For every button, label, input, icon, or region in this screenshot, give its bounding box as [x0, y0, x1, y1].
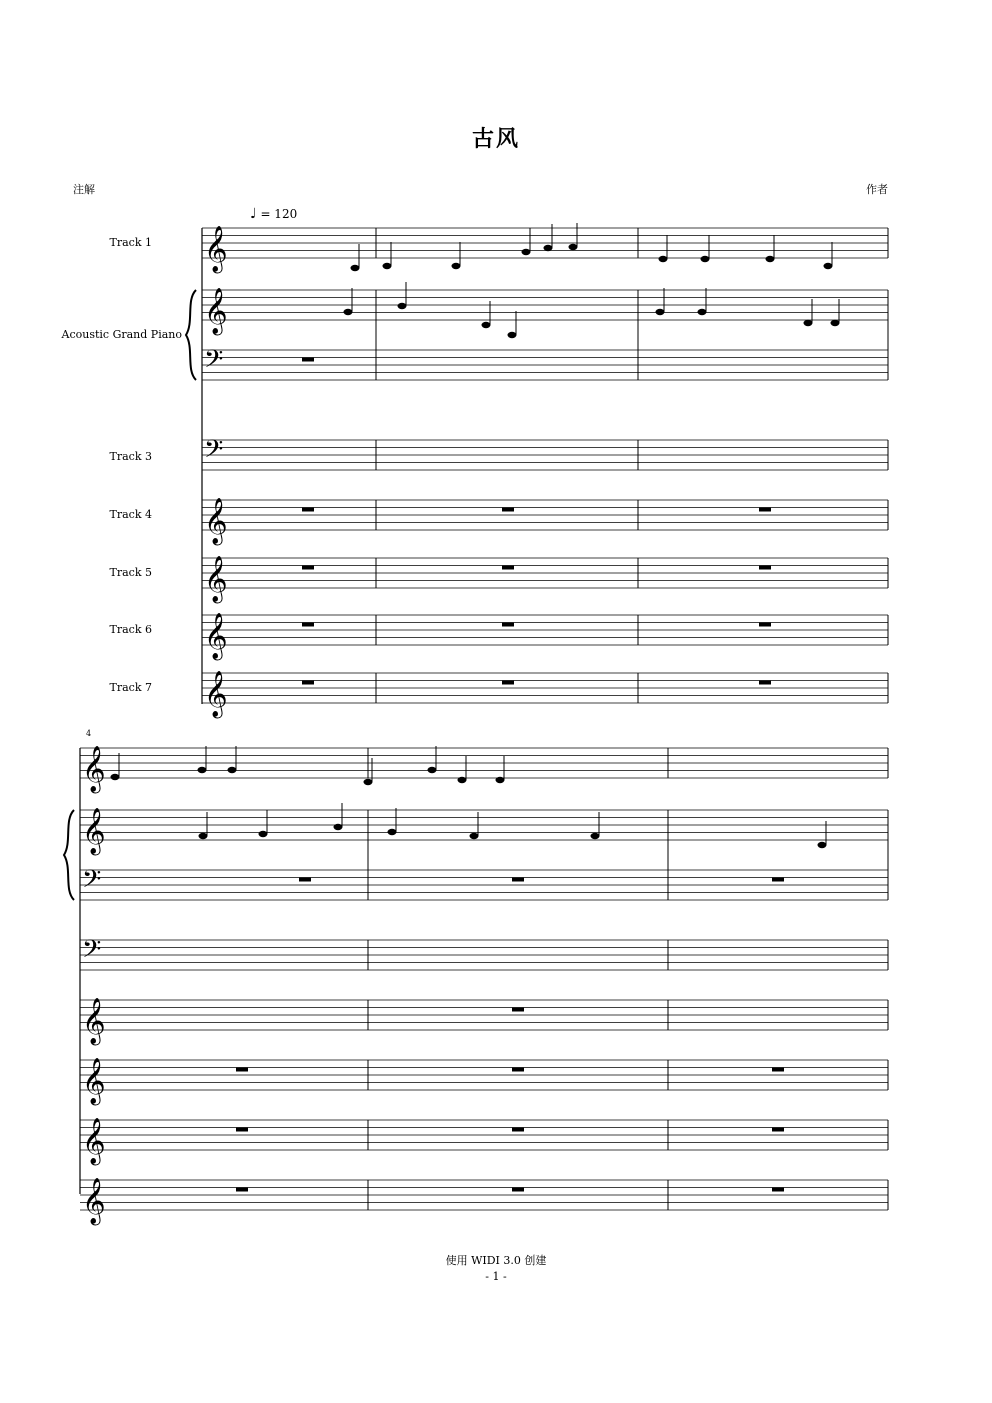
time-signature-beats: 4 [227, 500, 238, 518]
whole-rest-icon [302, 681, 314, 685]
whole-rest-icon [512, 1068, 524, 1072]
whole-rest-icon [512, 878, 524, 882]
track-label-7: Track 7 [109, 681, 152, 694]
time-signature-beat-type: 4 [227, 243, 238, 261]
staff-3 [202, 345, 888, 383]
note-head [344, 309, 353, 315]
time-signature-beats: 4 [227, 440, 238, 458]
whole-rest-icon [759, 623, 771, 627]
treble-clef-icon: 𝄞 [204, 556, 228, 602]
whole-rest-icon [502, 566, 514, 570]
staff-2 [80, 808, 888, 856]
note-head [591, 833, 600, 839]
whole-rest-icon [759, 681, 771, 685]
note-head [228, 767, 237, 773]
note-head [388, 829, 397, 835]
note-head [482, 322, 491, 328]
whole-rest-icon [302, 358, 314, 362]
note-head [701, 256, 710, 262]
note-head [831, 320, 840, 326]
note-head [458, 777, 467, 783]
note-head [351, 265, 360, 271]
note-head [766, 256, 775, 262]
note-head [804, 320, 813, 326]
track-label-6: Track 6 [109, 623, 152, 636]
whole-rest-icon [302, 566, 314, 570]
treble-clef-icon: 𝄞 [82, 1118, 106, 1164]
track-label-1: Track 1 [109, 236, 152, 249]
staff-5 [80, 998, 888, 1046]
whole-rest-icon [512, 1128, 524, 1132]
track-label-5: Track 5 [109, 566, 152, 579]
page-number: - 1 - [485, 1270, 507, 1283]
whole-rest-icon [236, 1188, 248, 1192]
bass-clef-icon: 𝄢 [82, 935, 102, 970]
track-label-3: Track 3 [109, 450, 152, 463]
whole-rest-icon [302, 508, 314, 512]
time-signature-beat-type: 4 [227, 305, 238, 323]
staff-8 [80, 1178, 888, 1226]
system-2 [64, 746, 888, 1226]
whole-rest-icon [772, 878, 784, 882]
whole-rest-icon [236, 1068, 248, 1072]
staff-2 [202, 288, 888, 336]
whole-rest-icon [502, 623, 514, 627]
note-head [398, 303, 407, 309]
note-head [383, 263, 392, 269]
staff-3 [80, 865, 888, 900]
page-title: 古风 [471, 126, 520, 152]
time-signature-beats: 4 [227, 673, 238, 691]
staff-8 [202, 671, 888, 719]
composer-label: 作者 [866, 183, 888, 196]
measure-number: 4 [86, 729, 92, 738]
staff-6 [202, 556, 888, 604]
bass-clef-icon: 𝄢 [204, 435, 224, 470]
treble-clef-icon: 𝄞 [82, 998, 106, 1044]
note-head [656, 309, 665, 315]
note-head [522, 249, 531, 255]
tempo-value: = 120 [260, 207, 298, 221]
staff-5 [202, 498, 888, 546]
time-signature-beat-type: 4 [227, 515, 238, 533]
notes-label: 注解 [73, 183, 95, 196]
treble-clef-icon: 𝄞 [82, 1058, 106, 1104]
whole-rest-icon [299, 878, 311, 882]
bass-clef-icon: 𝄢 [204, 345, 224, 380]
time-signature-beats: 4 [227, 615, 238, 633]
note-head [470, 833, 479, 839]
time-signature-beats: 4 [227, 558, 238, 576]
note-head [259, 831, 268, 837]
note-head [544, 245, 553, 251]
whole-rest-icon [502, 508, 514, 512]
treble-clef-icon: 𝄞 [82, 1178, 106, 1224]
whole-rest-icon [302, 623, 314, 627]
note-head [824, 263, 833, 269]
whole-rest-icon [512, 1188, 524, 1192]
note-head [428, 767, 437, 773]
note-head [452, 263, 461, 269]
note-head [198, 767, 207, 773]
system-1 [186, 226, 888, 719]
time-signature-beat-type: 4 [227, 573, 238, 591]
track-label-piano: Acoustic Grand Piano [61, 328, 182, 341]
time-signature-beats: 4 [227, 290, 238, 308]
staff-7 [80, 1118, 888, 1166]
treble-clef-icon: 𝄞 [204, 498, 228, 544]
staff-4 [202, 435, 888, 473]
staff-6 [80, 1058, 888, 1106]
treble-clef-icon: 𝄞 [82, 746, 106, 792]
note-head [111, 774, 120, 780]
treble-clef-icon: 𝄞 [204, 671, 228, 717]
note-head [364, 779, 373, 785]
note-head [508, 332, 517, 338]
whole-rest-icon [772, 1068, 784, 1072]
treble-clef-icon: 𝄞 [82, 808, 106, 854]
time-signature-beats: 4 [227, 350, 238, 368]
track-label-4: Track 4 [109, 508, 152, 521]
time-signature-beats: 4 [227, 228, 238, 246]
whole-rest-icon [512, 1008, 524, 1012]
note-head [569, 244, 578, 250]
note-head [698, 309, 707, 315]
whole-rest-icon [759, 508, 771, 512]
note-head [199, 833, 208, 839]
footer-created-with: 使用 WIDI 3.0 创建 [445, 1254, 547, 1267]
note-head [659, 256, 668, 262]
quarter-note-icon: ♩ [250, 206, 257, 222]
whole-rest-icon [502, 681, 514, 685]
time-signature-beat-type: 4 [227, 455, 238, 473]
note-head [818, 842, 827, 848]
treble-clef-icon: 𝄞 [204, 613, 228, 659]
staff-7 [202, 613, 888, 661]
whole-rest-icon [772, 1128, 784, 1132]
whole-rest-icon [759, 566, 771, 570]
whole-rest-icon [236, 1128, 248, 1132]
note-head [496, 777, 505, 783]
note-head [334, 824, 343, 830]
whole-rest-icon [772, 1188, 784, 1192]
staff-4 [80, 935, 888, 970]
time-signature-beat-type: 4 [227, 365, 238, 383]
piano-brace [186, 290, 196, 380]
time-signature-beat-type: 4 [227, 630, 238, 648]
bass-clef-icon: 𝄢 [82, 865, 102, 900]
treble-clef-icon: 𝄞 [204, 288, 228, 334]
time-signature-beat-type: 4 [227, 688, 238, 706]
treble-clef-icon: 𝄞 [204, 226, 228, 272]
piano-brace [64, 810, 74, 900]
